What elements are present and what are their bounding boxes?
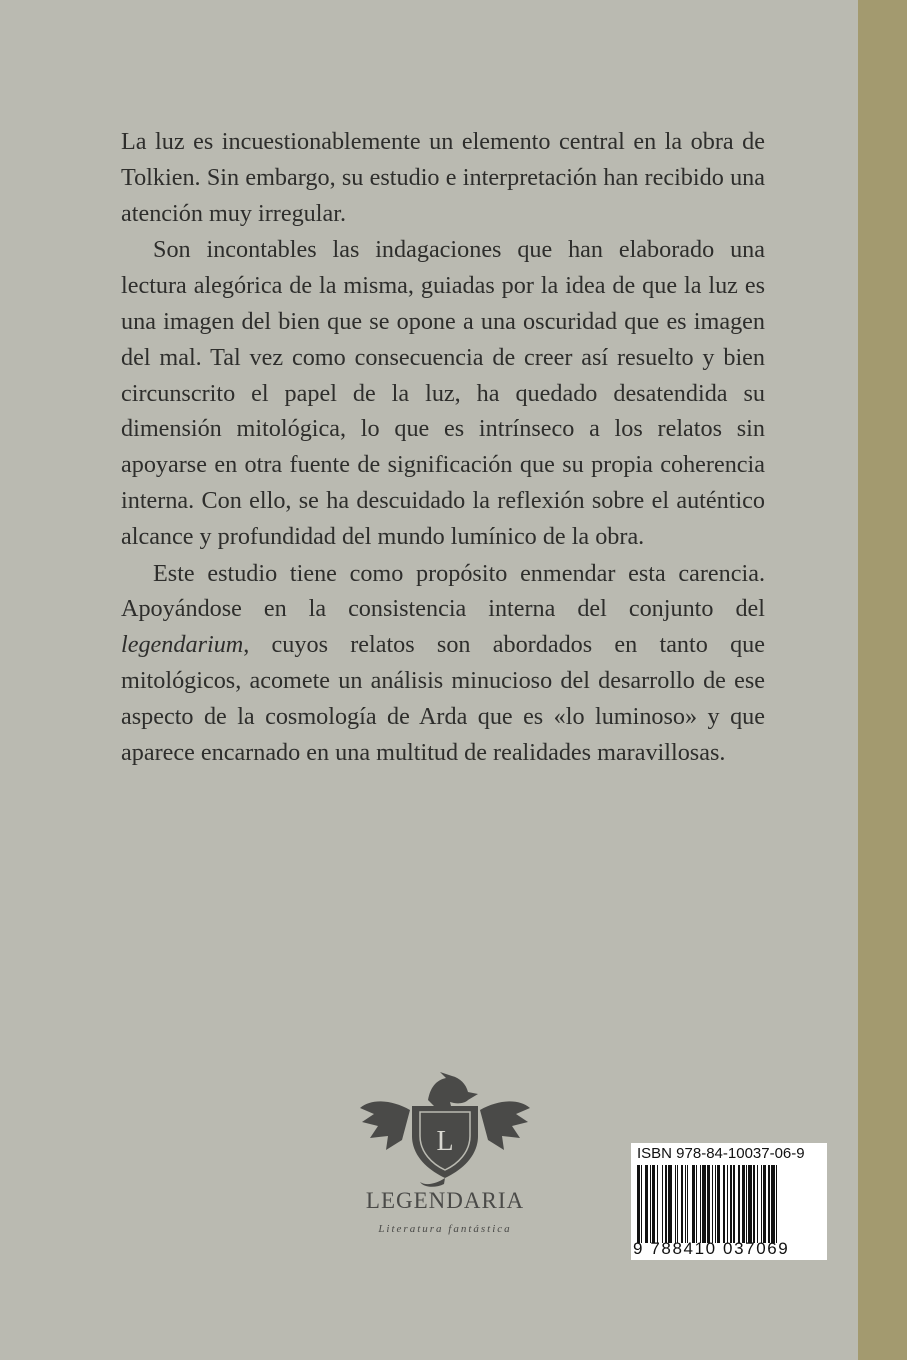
isbn-label: ISBN 978-84-10037-06-9	[637, 1145, 805, 1162]
publisher-logo	[340, 1070, 550, 1250]
blurb-paragraph-3-end: , cuyos relatos son abordados en tanto que mitológicos, acomete un análisis minucioso del desarrollo de ese aspecto de la cosmología de Arda que es «lo luminoso» y que aparece encarnado en una multitud de realidades maravillosas.	[121, 631, 765, 766]
barcode-bars	[637, 1165, 780, 1243]
isbn-barcode	[631, 1143, 827, 1260]
blurb-paragraph-2: Son incontables las indagaciones que han elaborado una lectura alegórica de la misma, guiadas por la idea de que la luz es una imagen del bien que se opone a una oscuridad que es imagen del mal. Tal vez como consecuencia de creer así resuelto y bien circunscrito el papel de la luz, ha quedado desatendida su dimensión mitológica, lo que es intrínseco a los relatos sin apoyarse en otra fuente de significación que su propia coherencia interna. Con ello, se ha descuidado la reflexión sobre el auténtico alcance y profundidad del mundo lumínico de la obra.	[121, 236, 765, 550]
legendarium-italic: legendarium	[121, 631, 244, 659]
publisher-tagline: Literatura fantástica	[378, 1223, 512, 1235]
blurb-paragraph-3	[121, 556, 765, 771]
logo-letter: L	[436, 1126, 454, 1157]
spine-strip	[858, 0, 907, 1360]
publisher-name: LEGENDARIA	[365, 1188, 525, 1213]
barcode-bar	[777, 1165, 780, 1243]
blurb-paragraph-3-start: Este estudio tiene como propósito enmendar esta carencia. Apoyándose en la consistencia interna del conjunto del	[121, 559, 765, 623]
back-cover-blurb	[121, 124, 765, 771]
ean-digits: 9 788410 037069	[633, 1239, 790, 1258]
blurb-paragraph-1: La luz es incuestionablemente un elemento central en la obra de Tolkien. Sin embargo, su estudio e interpretación han recibido una atención muy irregular.	[121, 128, 765, 227]
